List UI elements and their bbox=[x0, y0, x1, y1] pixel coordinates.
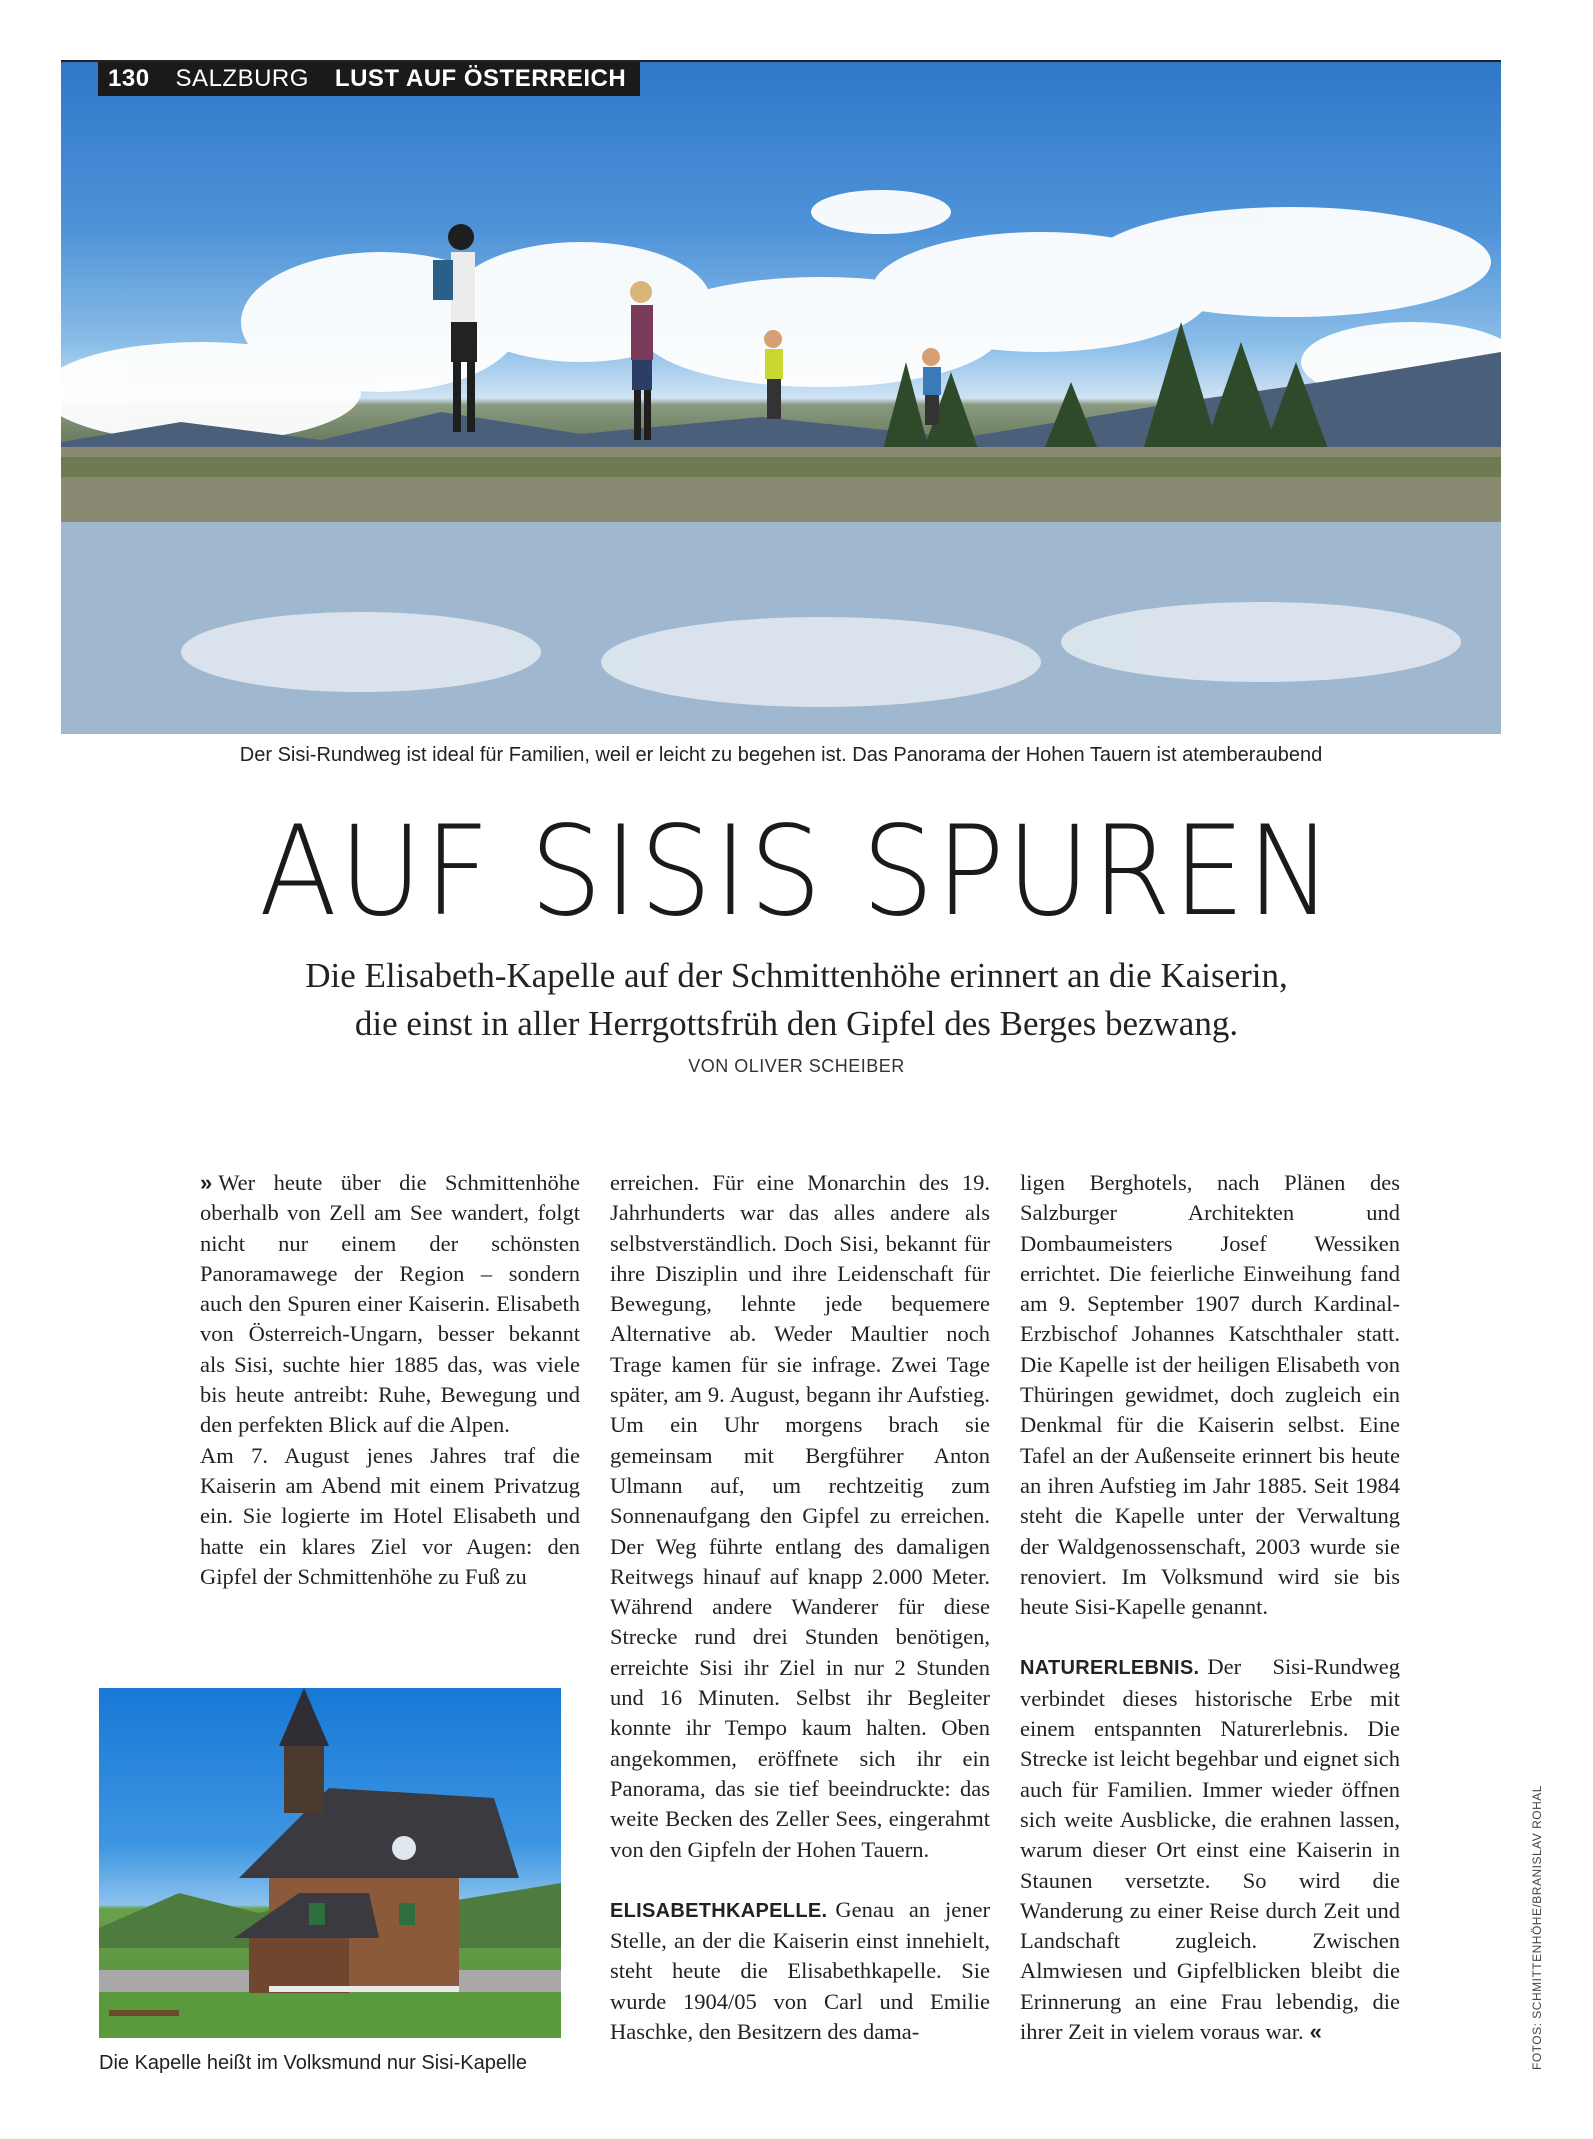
hero-illustration bbox=[61, 62, 1501, 734]
byline: VON OLIVER SCHEIBER bbox=[688, 1056, 905, 1076]
paragraph: ligen Berghotels, nach Plänen des Salzburger Architekten und Dombaumeisters Josef Wessiken errichtet. Die feierliche Einweihung fand am 9. September 1907 durch Kardinal-Erzbischof Johannes Katschthaler statt. Die Kapelle ist der heiligen Elisabeth von Thüringen gewidmet, doch zugleich ein Denkmal für die Kaiserin selbst. Eine Tafel an der Außenseite erinnert bis heute an ihren Aufstieg im Jahr 1885. Seit 1984 steht die Kapelle unter der Verwaltung der Waldgenossenschaft, 2003 wurde sie renoviert. Im Volksmund wird sie bis heute Sisi-Kapelle genannt. bbox=[1020, 1170, 1400, 1620]
paragraph: erreichen. Für eine Monarchin des 19. Jahrhunderts war das alles andere als selbstverständlich. Doch Sisi, bekannt für ihre Disziplin und ihre Leidenschaft für Bewegung, lehnte jede bequemere Alternative ab. Weder Maultier noch Trage kamen für sie infrage. Zwei Tage später, am 9. August, begann ihr Aufstieg. Um ein Uhr morgens brach sie gemeinsam mit Bergführer Anton Ulmann auf, um rechtzeitig zum Sonnenaufgang den Gipfel zu erreichen. Der Weg führte entlang des damaligen Reitwegs hinauf auf knapp 2.000 Meter. Während andere Wanderer für diese Strecke rund drei Stunden benötigen, erreichte Sisi ihr Ziel in nur 2 Stunden und 16 Minuten. Selbst ihr Begleiter konnte ihr Tempo kaum halten. Oben angekommen, eröffnete sich ihr ein Panorama, das sie tief beeindruckte: das weite Becken des Zeller Sees, eingerahmt von den Gipfeln der Hohen Tauern. bbox=[610, 1170, 990, 1862]
paragraph-gap bbox=[1020, 1622, 1400, 1652]
hero-caption: Der Sisi-Rundweg ist ideal für Familien, weil er leicht zu begehen ist. Das Panorama der Hohen Tauern ist atemberaubend bbox=[239, 744, 1323, 766]
paragraph-text: Der Sisi-Rundweg verbindet dieses historische Erbe mit einem entspannten Naturerlebnis. Die Strecke ist leicht begehbar und eignet sich auch für Familien. Immer wieder öffnen sich weite Ausblicke, die erahnen lassen, warum dieser Ort einst eine Kaiserin in Staunen versetzte. So wird die Wanderung zu einer Reise durch Zeit und Landschaft zugleich. Zwischen Almwiesen und Gipfelblicken bleibt die Erinnerung an eine Frau lebendig, die ihrer Zeit in vielem voraus war. bbox=[1020, 1654, 1400, 2045]
hero-photo bbox=[61, 62, 1501, 734]
quote-close-icon: « bbox=[1309, 2019, 1322, 2045]
article-column-1 bbox=[200, 1168, 580, 1592]
subtitle-line-2: die einst in aller Herrgottsfrüh den Gipfel des Berges bezwang. bbox=[354, 1004, 1239, 1043]
section-kicker: LUST AUF ÖSTERREICH bbox=[334, 65, 627, 92]
photo-credit: FOTOS: SCHMITTENHÖHE/BRANISLAV ROHAL bbox=[1530, 1785, 1544, 2070]
article-column-3 bbox=[1020, 1168, 1400, 2047]
chapel-illustration bbox=[99, 1688, 561, 2038]
subtitle-line-1: Die Elisabeth-Kapelle auf der Schmittenhöhe erinnert an die Kaiserin, bbox=[305, 956, 1288, 995]
paragraph-text: Wer heute über die Schmittenhöhe oberhalb von Zell am See wandert, folgt nicht nur einem der schönsten Panoramawege der Region – sondern auch den Spuren einer Kaiserin. Elisabeth von Österreich-Ungarn, besser bekannt als Sisi, suchte hier 1885 das, was viele bis heute antreibt: Ruhe, Bewegung und den perfekten Blick auf die Alpen. bbox=[200, 1170, 580, 1438]
paragraph bbox=[610, 1895, 990, 2047]
quote-open-icon: » bbox=[200, 1170, 213, 1195]
paragraph bbox=[200, 1168, 580, 1441]
section-label: SALZBURG bbox=[175, 65, 309, 92]
runin-heading: ELISABETHKAPELLE. bbox=[610, 1899, 828, 1922]
page-number: 130 bbox=[108, 65, 150, 92]
runin-heading: NATURERLEBNIS. bbox=[1020, 1657, 1200, 1680]
paragraph: Am 7. August jenes Jahres traf die Kaiserin am Abend mit einem Privatzug ein. Sie logierte im Hotel Elisabeth und hatte ein klares Ziel vor Augen: den Gipfel der Schmittenhöhe zu Fuß zu bbox=[200, 1442, 580, 1589]
article-column-2 bbox=[610, 1168, 990, 2047]
chapel-photo bbox=[99, 1688, 561, 2038]
section-header bbox=[98, 62, 640, 96]
article-subtitle bbox=[0, 952, 1593, 1048]
paragraph-gap bbox=[610, 1865, 990, 1895]
paragraph bbox=[1020, 1652, 1400, 2047]
chapel-caption: Die Kapelle heißt im Volksmund nur Sisi-Kapelle bbox=[99, 2052, 527, 2074]
article-title: AUF SISIS SPUREN bbox=[258, 800, 1335, 944]
paragraph-text: Genau an jener Stelle, an der die Kaiserin einst innehielt, steht heute die Elisabethkapelle. Sie wurde 1904/05 von Carl und Emilie Haschke, den Besitzern des dama- bbox=[610, 1896, 990, 2045]
